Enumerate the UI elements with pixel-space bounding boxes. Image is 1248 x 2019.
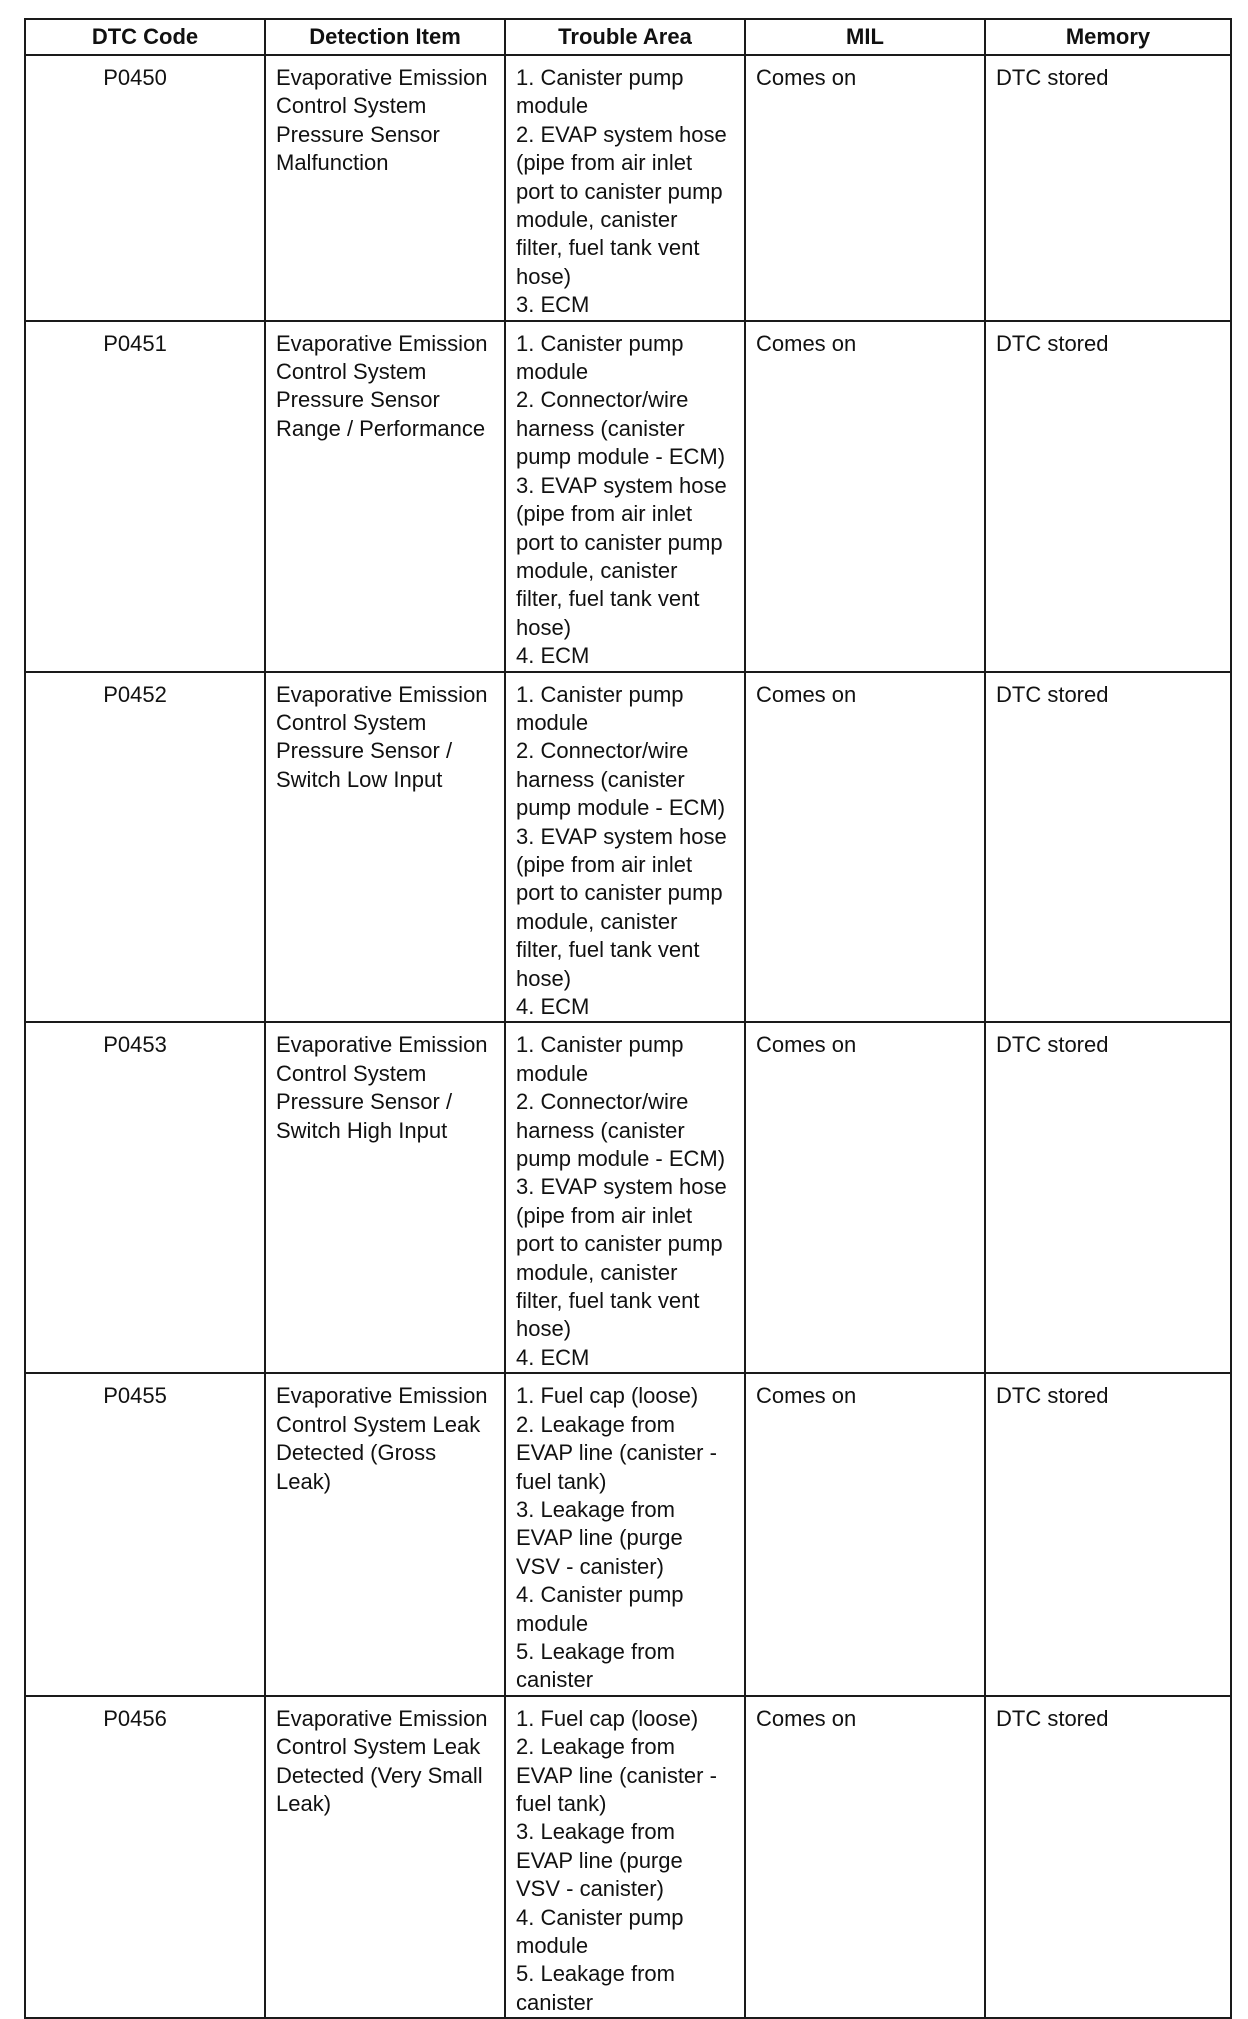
trouble-area-line: 2. EVAP system hose bbox=[516, 121, 727, 147]
trouble-area-cell bbox=[505, 1022, 745, 1373]
trouble-area-line: harness (canister bbox=[516, 1117, 685, 1143]
mil-cell bbox=[745, 55, 985, 321]
trouble-area-line: 5. Leakage from bbox=[516, 1638, 675, 1664]
detection-item-line: Detected (Gross bbox=[276, 1440, 437, 1466]
trouble-area-line: port to canister pump bbox=[516, 880, 723, 906]
trouble-area-line: harness (canister bbox=[516, 415, 685, 441]
trouble-area-line: 3. Leakage from bbox=[516, 1819, 675, 1845]
memory-status: DTC stored bbox=[996, 330, 1109, 356]
dtc-code: P0453 bbox=[103, 1032, 167, 1058]
memory-cell bbox=[985, 1696, 1231, 2018]
detection-item-line: Range / Performance bbox=[276, 415, 486, 441]
trouble-area-line: module bbox=[516, 359, 589, 385]
trouble-area-line: 2. Connector/wire bbox=[516, 387, 689, 413]
detection-item-line: Control System Leak bbox=[276, 1411, 481, 1437]
trouble-area-line: EVAP line (canister - bbox=[516, 1762, 717, 1788]
trouble-area-line: 3. Leakage from bbox=[516, 1496, 675, 1522]
detection-item-line: Switch Low Input bbox=[276, 766, 443, 792]
table-row bbox=[25, 1373, 1231, 1695]
trouble-area-line: fuel tank) bbox=[516, 1468, 607, 1494]
detection-item-line: Pressure Sensor / bbox=[276, 738, 453, 764]
trouble-area-cell bbox=[505, 1696, 745, 2018]
dtc-code-cell bbox=[25, 321, 265, 672]
detection-item-line: Malfunction bbox=[276, 150, 389, 176]
trouble-area-line: VSV - canister) bbox=[516, 1876, 664, 1902]
memory-status: DTC stored bbox=[996, 1705, 1109, 1731]
dtc-code: P0452 bbox=[103, 681, 167, 707]
trouble-area-line: fuel tank) bbox=[516, 1790, 607, 1816]
trouble-area-line: canister bbox=[516, 1989, 594, 2015]
header-row bbox=[25, 19, 1231, 55]
memory-cell bbox=[985, 321, 1231, 672]
trouble-area-line: 1. Canister pump bbox=[516, 681, 684, 707]
memory-cell bbox=[985, 672, 1231, 1023]
trouble-area-line: (pipe from air inlet bbox=[516, 501, 693, 527]
detection-item-cell bbox=[265, 55, 505, 321]
trouble-area-line: pump module - ECM) bbox=[516, 1146, 726, 1172]
trouble-area-line: 1. Fuel cap (loose) bbox=[516, 1383, 699, 1409]
trouble-area-line: 1. Fuel cap (loose) bbox=[516, 1705, 699, 1731]
detection-item-line: Switch High Input bbox=[276, 1117, 448, 1143]
trouble-area-line: 3. EVAP system hose bbox=[516, 472, 727, 498]
trouble-area-line: module, canister bbox=[516, 207, 678, 233]
detection-item-cell bbox=[265, 672, 505, 1023]
dtc-code: P0456 bbox=[103, 1705, 167, 1731]
detection-item-line: Control System bbox=[276, 359, 427, 385]
trouble-area-line: canister bbox=[516, 1667, 594, 1693]
mil-status: Comes on bbox=[756, 65, 857, 90]
trouble-area-line: 3. EVAP system hose bbox=[516, 1174, 727, 1200]
trouble-area-line: module bbox=[516, 93, 589, 119]
trouble-area-line: filter, fuel tank vent bbox=[516, 235, 700, 261]
trouble-area-line: 3. ECM bbox=[516, 292, 590, 318]
header-memory: Memory bbox=[985, 19, 1231, 55]
dtc-code-cell bbox=[25, 1696, 265, 2018]
trouble-area-line: module bbox=[516, 1610, 589, 1636]
mil-cell bbox=[745, 672, 985, 1023]
detection-item-line: Evaporative Emission bbox=[276, 65, 488, 90]
trouble-area-line: hose) bbox=[516, 965, 572, 991]
table-body bbox=[25, 55, 1231, 2018]
trouble-area-line: harness (canister bbox=[516, 766, 685, 792]
mil-cell bbox=[745, 1373, 985, 1695]
mil-cell bbox=[745, 321, 985, 672]
trouble-area-line: module, canister bbox=[516, 1259, 678, 1285]
trouble-area-line: EVAP line (purge bbox=[516, 1847, 683, 1873]
detection-item-line: Pressure Sensor bbox=[276, 121, 440, 147]
dtc-code-cell bbox=[25, 55, 265, 321]
trouble-area-line: 1. Canister pump bbox=[516, 1032, 684, 1058]
dtc-code-cell bbox=[25, 672, 265, 1023]
detection-item-cell bbox=[265, 1373, 505, 1695]
memory-status: DTC stored bbox=[996, 681, 1109, 707]
trouble-area-line: 1. Canister pump bbox=[516, 330, 684, 356]
trouble-area-line: module, canister bbox=[516, 557, 678, 583]
trouble-area-line: (pipe from air inlet bbox=[516, 851, 693, 877]
memory-cell bbox=[985, 55, 1231, 321]
table-row bbox=[25, 55, 1231, 321]
header-mil: MIL bbox=[745, 19, 985, 55]
mil-status: Comes on bbox=[756, 1032, 857, 1058]
mil-status: Comes on bbox=[756, 681, 857, 707]
detection-item-line: Control System bbox=[276, 93, 427, 119]
trouble-area-line: filter, fuel tank vent bbox=[516, 937, 700, 963]
memory-status: DTC stored bbox=[996, 1032, 1109, 1058]
header-detection-item: Detection Item bbox=[265, 19, 505, 55]
mil-status: Comes on bbox=[756, 1383, 857, 1409]
trouble-area-line: pump module - ECM) bbox=[516, 795, 726, 821]
memory-cell bbox=[985, 1022, 1231, 1373]
detection-item-line: Leak) bbox=[276, 1468, 332, 1494]
mil-status: Comes on bbox=[756, 1705, 857, 1731]
detection-item-line: Evaporative Emission bbox=[276, 1705, 488, 1731]
detection-item-line: Pressure Sensor bbox=[276, 387, 440, 413]
trouble-area-line: EVAP line (purge bbox=[516, 1525, 683, 1551]
trouble-area-line: 4. ECM bbox=[516, 994, 590, 1019]
dtc-code: P0450 bbox=[103, 65, 167, 90]
table-header bbox=[25, 19, 1231, 55]
trouble-area-line: 5. Leakage from bbox=[516, 1961, 675, 1987]
trouble-area-line: pump module - ECM) bbox=[516, 444, 726, 470]
trouble-area-line: port to canister pump bbox=[516, 529, 723, 555]
dtc-table bbox=[24, 18, 1232, 2019]
dtc-code: P0451 bbox=[103, 330, 167, 356]
detection-item-line: Evaporative Emission bbox=[276, 1383, 488, 1409]
trouble-area-line: 2. Connector/wire bbox=[516, 738, 689, 764]
trouble-area-line: EVAP line (canister - bbox=[516, 1440, 717, 1466]
trouble-area-line: 3. EVAP system hose bbox=[516, 823, 727, 849]
detection-item-cell bbox=[265, 1696, 505, 2018]
dtc-code-cell bbox=[25, 1022, 265, 1373]
memory-status: DTC stored bbox=[996, 65, 1109, 90]
table-row bbox=[25, 1696, 1231, 2018]
trouble-area-line: port to canister pump bbox=[516, 178, 723, 204]
detection-item-line: Evaporative Emission bbox=[276, 1032, 488, 1058]
trouble-area-line: module bbox=[516, 1060, 589, 1086]
detection-item-line: Control System Leak bbox=[276, 1734, 481, 1760]
detection-item-cell bbox=[265, 1022, 505, 1373]
detection-item-line: Evaporative Emission bbox=[276, 681, 488, 707]
header-trouble-area: Trouble Area bbox=[505, 19, 745, 55]
trouble-area-line: 1. Canister pump bbox=[516, 65, 684, 90]
trouble-area-line: 2. Leakage from bbox=[516, 1734, 675, 1760]
mil-status: Comes on bbox=[756, 330, 857, 356]
detection-item-line: Control System bbox=[276, 709, 427, 735]
dtc-code: P0455 bbox=[103, 1383, 167, 1409]
table-row bbox=[25, 672, 1231, 1023]
trouble-area-line: 4. ECM bbox=[516, 643, 590, 669]
trouble-area-line: 4. Canister pump bbox=[516, 1582, 684, 1608]
detection-item-line: Leak) bbox=[276, 1790, 332, 1816]
trouble-area-line: module, canister bbox=[516, 908, 678, 934]
trouble-area-cell bbox=[505, 1373, 745, 1695]
detection-item-cell bbox=[265, 321, 505, 672]
trouble-area-line: hose) bbox=[516, 614, 572, 640]
trouble-area-line: (pipe from air inlet bbox=[516, 1202, 693, 1228]
header-dtc-code: DTC Code bbox=[25, 19, 265, 55]
trouble-area-line: hose) bbox=[516, 263, 572, 289]
mil-cell bbox=[745, 1022, 985, 1373]
trouble-area-line: VSV - canister) bbox=[516, 1553, 664, 1579]
detection-item-line: Detected (Very Small bbox=[276, 1762, 483, 1788]
trouble-area-cell bbox=[505, 321, 745, 672]
trouble-area-line: hose) bbox=[516, 1316, 572, 1342]
mil-cell bbox=[745, 1696, 985, 2018]
detection-item-line: Control System bbox=[276, 1060, 427, 1086]
trouble-area-line: 2. Connector/wire bbox=[516, 1089, 689, 1115]
trouble-area-line: module bbox=[516, 1933, 589, 1958]
memory-status: DTC stored bbox=[996, 1383, 1109, 1409]
trouble-area-line: filter, fuel tank vent bbox=[516, 1288, 700, 1314]
detection-item-line: Evaporative Emission bbox=[276, 330, 488, 356]
trouble-area-line: 4. Canister pump bbox=[516, 1904, 684, 1930]
trouble-area-line: filter, fuel tank vent bbox=[516, 586, 700, 612]
table-row bbox=[25, 321, 1231, 672]
trouble-area-line: 2. Leakage from bbox=[516, 1411, 675, 1437]
memory-cell bbox=[985, 1373, 1231, 1695]
dtc-code-cell bbox=[25, 1373, 265, 1695]
trouble-area-line: module bbox=[516, 709, 589, 735]
detection-item-line: Pressure Sensor / bbox=[276, 1089, 453, 1115]
table-row bbox=[25, 1022, 1231, 1373]
trouble-area-cell bbox=[505, 672, 745, 1023]
trouble-area-cell bbox=[505, 55, 745, 321]
trouble-area-line: 4. ECM bbox=[516, 1344, 590, 1370]
trouble-area-line: (pipe from air inlet bbox=[516, 150, 693, 176]
trouble-area-line: port to canister pump bbox=[516, 1231, 723, 1257]
